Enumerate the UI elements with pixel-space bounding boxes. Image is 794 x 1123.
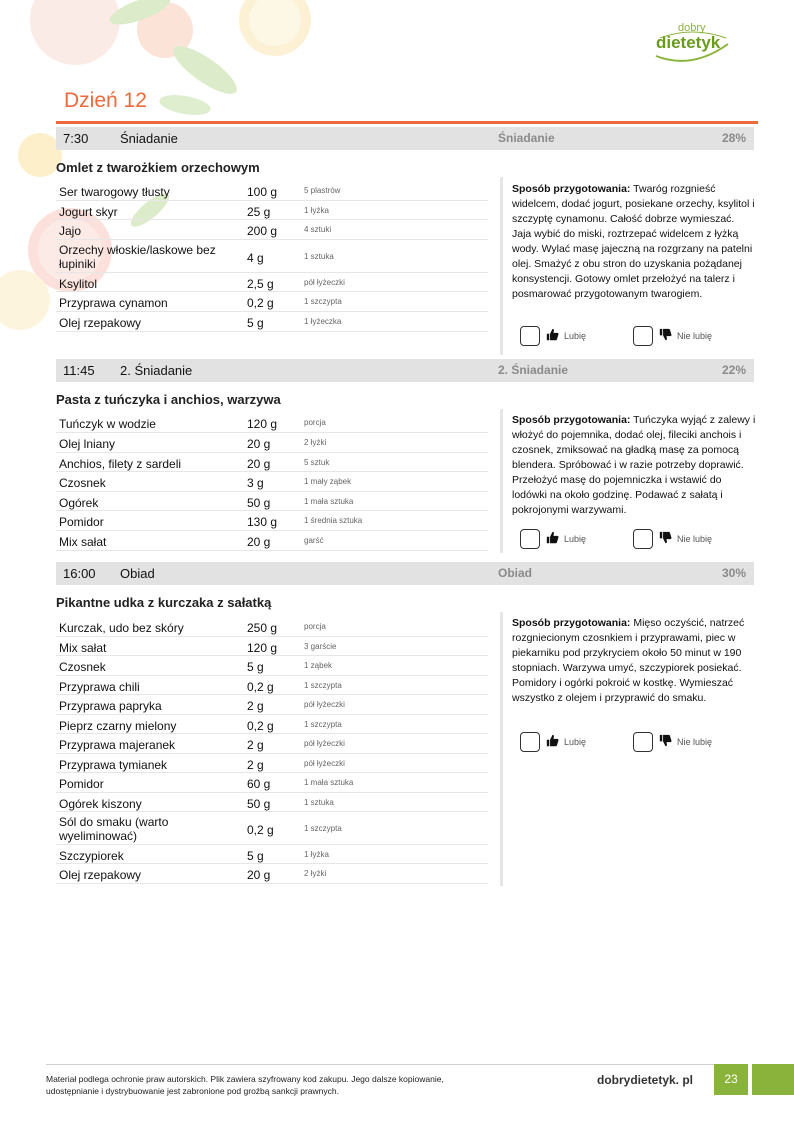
ingredient-unit: 1 szczypta bbox=[304, 297, 342, 306]
dislike-label: Nie lubię bbox=[677, 534, 713, 544]
ingredient-unit: 5 sztuk bbox=[304, 458, 330, 467]
ingredient-name: Orzechy włoskie/laskowe bez łupiniki bbox=[59, 243, 216, 271]
ingredient-unit: 1 mała sztuka bbox=[304, 497, 354, 506]
ingredient-name: Olej rzepakowy bbox=[59, 316, 142, 330]
ingredient-name: Ksylitol bbox=[59, 277, 98, 291]
ingredient-name: Jajo bbox=[59, 224, 82, 238]
ingredient-row bbox=[56, 273, 488, 292]
meal-time: 11:45 bbox=[63, 363, 95, 378]
ingredient-row bbox=[56, 637, 488, 656]
ingredient-qty: 25 g bbox=[247, 205, 271, 219]
meal-type: Śniadanie bbox=[498, 131, 555, 145]
preparation-text bbox=[512, 616, 756, 706]
ingredient-row bbox=[56, 793, 488, 812]
ingredient-unit: pół łyżeczki bbox=[304, 759, 345, 768]
ingredient-row bbox=[56, 695, 488, 715]
ingredient-row bbox=[56, 433, 488, 453]
ingredient-row bbox=[56, 453, 488, 472]
ingredient-unit: 1 sztuka bbox=[304, 798, 334, 807]
meal-lunch bbox=[56, 562, 754, 892]
ingredient-unit: 2 łyżki bbox=[304, 869, 327, 878]
column-divider bbox=[500, 612, 503, 886]
ingredient-row bbox=[56, 845, 488, 864]
ingredient-name: Mix sałat bbox=[59, 641, 107, 655]
footer-accent-bar bbox=[752, 1064, 794, 1095]
ingredient-unit: 1 łyżka bbox=[304, 206, 329, 215]
ingredient-unit: porcja bbox=[304, 418, 326, 427]
preparation-body: Tuńczyka wyjąć z zalewy i włożyć do pojemnika, dodać olej, fileciki anchois i czosnek, zmiksować na gładką masę za pomocą blendera. Spróbować i w razie potrzeby doprawić. Przełożyć masę do pojemniczka i wstawić do lodówki na około godzinę. Podawać z sałatą i pokrojonymi warzywami. bbox=[512, 414, 756, 516]
ingredient-row bbox=[56, 531, 488, 551]
meal-name: Śniadanie bbox=[120, 131, 178, 146]
thumbs-down-icon bbox=[659, 531, 672, 544]
ingredient-name: Olej rzepakowy bbox=[59, 868, 142, 882]
footer-website[interactable]: dobrydietetyk. pl bbox=[597, 1073, 694, 1087]
preparation-body: Twaróg rozgnieść widelcem, dodać jogurt, posiekane orzechy, ksylitol i szczyptę cynamonu. Całość dobrze wymieszać. Jaja wybić do miski, roztrzepać widelcem z łyżką wody. Wylać masę jajeczną na rozgrzany na patelni olej. Smażyć z obu stron do uzyskania pożądanej konsystencji. Gotowy omlet przełożyć na talerz i posmarować przygotowanym twarogiem. bbox=[512, 183, 755, 300]
ingredient-row bbox=[56, 773, 488, 793]
ingredient-row bbox=[56, 618, 488, 637]
ingredient-row bbox=[56, 812, 488, 845]
ingredient-row bbox=[56, 240, 488, 273]
dish-title: Omlet z twarożkiem orzechowym bbox=[56, 160, 260, 175]
column-divider bbox=[500, 409, 503, 553]
preparation-label: Sposób przygotowania: bbox=[512, 617, 631, 629]
ingredient-unit: 5 plastrów bbox=[304, 186, 341, 195]
meal-percent: 22% bbox=[721, 363, 746, 377]
thumbs-up-icon bbox=[546, 328, 559, 341]
ingredient-qty: 250 g bbox=[247, 621, 278, 635]
footer-divider bbox=[46, 1064, 748, 1065]
meal-time: 16:00 bbox=[63, 566, 96, 581]
ingredient-row bbox=[56, 715, 488, 734]
column-divider bbox=[500, 177, 503, 355]
meal-time: 7:30 bbox=[63, 131, 89, 146]
ingredient-unit: 1 mały ząbek bbox=[304, 477, 352, 486]
like-checkbox[interactable] bbox=[520, 732, 540, 752]
ingredient-row bbox=[56, 492, 488, 511]
preparation-label: Sposób przygotowania: bbox=[512, 414, 631, 426]
title-divider bbox=[56, 121, 758, 124]
ingredient-qty: 120 g bbox=[247, 641, 278, 655]
meal-type: 2. Śniadanie bbox=[498, 363, 569, 377]
ingredient-qty: 5 g bbox=[247, 316, 264, 330]
ingredient-name: Czosnek bbox=[59, 476, 106, 490]
ingredient-qty: 0,2 g bbox=[247, 719, 274, 733]
dish-title: Pikantne udka z kurczaka z sałatką bbox=[56, 595, 272, 610]
ingredient-qty: 3 g bbox=[247, 476, 264, 490]
preparation-label: Sposób przygotowania: bbox=[512, 183, 631, 195]
ingredient-qty: 50 g bbox=[247, 797, 271, 811]
ingredient-name: Czosnek bbox=[59, 660, 106, 674]
ingredient-qty: 20 g bbox=[247, 437, 271, 451]
ingredient-unit: garść bbox=[304, 536, 324, 545]
ingredient-row bbox=[56, 181, 488, 201]
ingredient-row bbox=[56, 754, 488, 773]
ingredient-unit: 1 łyżka bbox=[304, 850, 329, 859]
ingredient-name: Mix sałat bbox=[59, 535, 107, 549]
like-checkbox[interactable] bbox=[520, 529, 540, 549]
ingredient-name: Przyprawa papryka bbox=[59, 699, 162, 713]
ingredient-row bbox=[56, 292, 488, 312]
logo-text-top: dobry bbox=[678, 22, 706, 34]
preparation-text bbox=[512, 182, 756, 302]
ingredient-qty: 50 g bbox=[247, 496, 271, 510]
ingredient-name: Pomidor bbox=[59, 515, 104, 529]
meal-header-bar bbox=[56, 359, 754, 382]
ingredient-qty: 5 g bbox=[247, 849, 264, 863]
ingredient-row bbox=[56, 676, 488, 695]
ingredient-qty: 4 g bbox=[247, 251, 264, 265]
ingredient-row bbox=[56, 656, 488, 676]
like-label: Lubię bbox=[564, 534, 587, 544]
ingredient-row bbox=[56, 734, 488, 754]
ingredient-row bbox=[56, 511, 488, 531]
ingredient-qty: 5 g bbox=[247, 660, 264, 674]
ingredient-name: Szczypiorek bbox=[59, 849, 124, 863]
ingredient-name: Jogurt skyr bbox=[59, 205, 118, 219]
ingredient-qty: 130 g bbox=[247, 515, 278, 529]
like-checkbox[interactable] bbox=[520, 326, 540, 346]
meal-name: Obiad bbox=[120, 566, 155, 581]
ingredient-unit: 1 ząbek bbox=[304, 661, 333, 670]
ingredient-unit: 1 sztuka bbox=[304, 252, 334, 261]
like-label: Lubię bbox=[564, 737, 587, 747]
ingredient-unit: 2 łyżki bbox=[304, 438, 327, 447]
ingredient-qty: 0,2 g bbox=[247, 296, 274, 310]
ingredient-row bbox=[56, 220, 488, 240]
ingredients-table bbox=[56, 181, 488, 332]
meal-percent: 30% bbox=[721, 566, 746, 580]
page-number: 23 bbox=[714, 1064, 748, 1095]
ingredient-unit: 1 szczypta bbox=[304, 720, 342, 729]
ingredient-unit: 3 garście bbox=[304, 642, 337, 651]
ingredient-qty: 2 g bbox=[247, 738, 264, 752]
ingredient-unit: 4 sztuki bbox=[304, 225, 332, 234]
ingredient-row bbox=[56, 312, 488, 332]
ingredient-name: Tuńczyk w wodzie bbox=[59, 417, 156, 431]
day-title: Dzień 12 bbox=[64, 89, 147, 112]
logo-text-main: dietetyk bbox=[656, 33, 721, 52]
ingredient-name: Olej lniany bbox=[59, 437, 116, 451]
ingredient-qty: 60 g bbox=[247, 777, 271, 791]
ingredient-qty: 20 g bbox=[247, 535, 271, 549]
ingredient-qty: 2 g bbox=[247, 758, 264, 772]
dislike-checkbox[interactable] bbox=[633, 732, 653, 752]
ingredient-row bbox=[56, 414, 488, 433]
meal-type: Obiad bbox=[498, 566, 533, 580]
ingredient-unit: pół łyżeczki bbox=[304, 278, 345, 287]
ingredient-name: Sól do smaku (warto wyeliminować) bbox=[59, 815, 169, 843]
ingredient-name: Przyprawa majeranek bbox=[59, 738, 176, 752]
ingredient-name: Ogórek bbox=[59, 496, 99, 510]
ingredient-unit: 1 średnia sztuka bbox=[304, 516, 363, 525]
ingredient-name: Przyprawa tymianek bbox=[59, 758, 168, 772]
dislike-checkbox[interactable] bbox=[633, 529, 653, 549]
ingredient-unit: pół łyżeczki bbox=[304, 700, 345, 709]
ingredient-row bbox=[56, 472, 488, 492]
copyright-notice: Materiał podlega ochronie praw autorskich. Plik zawiera szyfrowany kod zakupu. Jego dalsze kopiowanie, udostępnianie i dystrybuowanie jest zabronione pod groźbą sankcji prawnych. bbox=[46, 1074, 444, 1096]
preparation-text bbox=[512, 413, 756, 518]
ingredient-name: Kurczak, udo bez skóry bbox=[59, 621, 184, 635]
ingredient-qty: 200 g bbox=[247, 224, 278, 238]
ingredient-qty: 100 g bbox=[247, 185, 278, 199]
dislike-label: Nie lubię bbox=[677, 331, 713, 341]
thumbs-down-icon bbox=[659, 734, 672, 747]
ingredient-unit: 1 szczypta bbox=[304, 824, 342, 833]
meal-name: 2. Śniadanie bbox=[120, 363, 193, 378]
logo-swoosh-icon bbox=[652, 30, 732, 64]
meal-second-breakfast bbox=[56, 359, 754, 559]
ingredient-name: Pomidor bbox=[59, 777, 104, 791]
ingredient-qty: 0,2 g bbox=[247, 680, 274, 694]
meal-header-bar bbox=[56, 562, 754, 585]
ingredient-unit: porcja bbox=[304, 622, 326, 631]
ingredient-unit: 1 łyżeczka bbox=[304, 317, 342, 326]
ingredient-row bbox=[56, 864, 488, 884]
like-label: Lubię bbox=[564, 331, 587, 341]
dislike-label: Nie lubię bbox=[677, 737, 713, 747]
preparation-body: Mięso oczyścić, natrzeć rozgniecionym czosnkiem i przyprawami, piec w piekarniku pod przykryciem około 50 minut w 190 stopniach. Warzywa umyć, szczypiorek posiekać. Pomidory i ogórki pokroić w kostkę. Wymieszać wszystko z olejem i przyprawić do smaku. bbox=[512, 617, 745, 704]
ingredient-name: Anchios, filety z sardeli bbox=[59, 457, 182, 471]
ingredient-name: Ser twarogowy tłusty bbox=[59, 185, 170, 199]
ingredient-unit: 1 szczypta bbox=[304, 681, 342, 690]
ingredient-unit: 1 mała sztuka bbox=[304, 778, 354, 787]
ingredient-qty: 0,2 g bbox=[247, 823, 274, 837]
dislike-checkbox[interactable] bbox=[633, 326, 653, 346]
ingredient-qty: 120 g bbox=[247, 417, 278, 431]
ingredient-name: Pieprz czarny mielony bbox=[59, 719, 177, 733]
ingredient-unit: pół łyżeczki bbox=[304, 739, 345, 748]
thumbs-up-icon bbox=[546, 734, 559, 747]
meal-header-bar bbox=[56, 127, 754, 150]
ingredient-qty: 2,5 g bbox=[247, 277, 274, 291]
ingredient-qty: 20 g bbox=[247, 868, 271, 882]
ingredient-row bbox=[56, 201, 488, 220]
thumbs-up-icon bbox=[546, 531, 559, 544]
ingredient-name: Przyprawa chili bbox=[59, 680, 140, 694]
dish-title: Pasta z tuńczyka i anchios, warzywa bbox=[56, 392, 281, 407]
ingredient-name: Ogórek kiszony bbox=[59, 797, 142, 811]
meal-percent: 28% bbox=[721, 131, 746, 145]
meal-breakfast bbox=[56, 127, 754, 357]
ingredients-table bbox=[56, 414, 488, 551]
ingredient-qty: 2 g bbox=[247, 699, 264, 713]
brand-logo bbox=[648, 20, 732, 64]
thumbs-down-icon bbox=[659, 328, 672, 341]
ingredients-table bbox=[56, 618, 488, 884]
ingredient-name: Przyprawa cynamon bbox=[59, 296, 168, 310]
ingredient-qty: 20 g bbox=[247, 457, 271, 471]
